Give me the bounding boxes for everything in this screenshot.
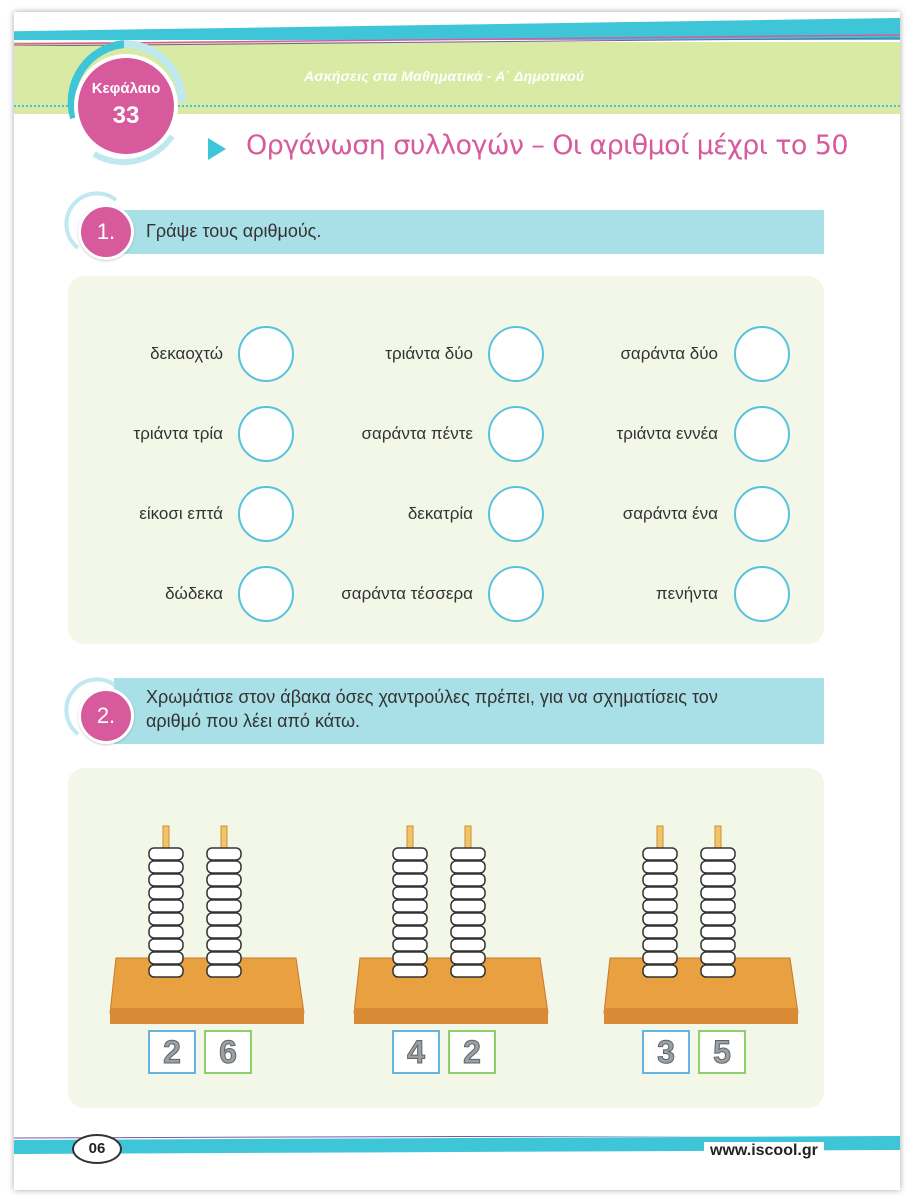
number-word: τριάντα δύο bbox=[385, 344, 473, 363]
abacus-bead[interactable] bbox=[207, 874, 241, 886]
exercise2-panel bbox=[68, 768, 824, 1108]
page-number: 06 bbox=[72, 1134, 122, 1164]
abacus-bead[interactable] bbox=[701, 965, 735, 977]
answer-circle[interactable] bbox=[734, 406, 790, 462]
exercise1-bar bbox=[114, 210, 824, 254]
abacus-bead[interactable] bbox=[643, 952, 677, 964]
exercise1-panel bbox=[68, 276, 824, 644]
page-title: Οργάνωση συλλογών – Οι αριθμοί μέχρι το 50 bbox=[246, 130, 848, 161]
exercise2-instruction-line1: Χρωμάτισε στον άβακα όσες χαντρούλες πρέπει, για να σχηματίσεις τον bbox=[146, 687, 718, 707]
number-word: είκοσι επτά bbox=[139, 504, 223, 523]
abacus-bead[interactable] bbox=[643, 965, 677, 977]
units-digit-box: 5 bbox=[698, 1030, 746, 1074]
abacus-bead[interactable] bbox=[207, 926, 241, 938]
abacus-bead[interactable] bbox=[393, 952, 427, 964]
abacus-bead[interactable] bbox=[207, 965, 241, 977]
abacus-base-front bbox=[604, 1008, 798, 1024]
answer-circle[interactable] bbox=[734, 566, 790, 622]
abacus-bead[interactable] bbox=[393, 965, 427, 977]
exercise1-instruction: Γράψε τους αριθμούς. bbox=[146, 221, 322, 241]
abacus-bead[interactable] bbox=[149, 926, 183, 938]
abacus-base bbox=[354, 958, 548, 1013]
title-arrow-icon bbox=[208, 138, 226, 160]
abacus-bead[interactable] bbox=[451, 887, 485, 899]
number-word: πενήντα bbox=[655, 584, 718, 603]
abacus-bead[interactable] bbox=[643, 887, 677, 899]
abacus-bead[interactable] bbox=[451, 965, 485, 977]
abacus-bead[interactable] bbox=[701, 900, 735, 912]
answer-circle[interactable] bbox=[734, 486, 790, 542]
abacus-bead[interactable] bbox=[701, 952, 735, 964]
abacus-base-front bbox=[354, 1008, 548, 1024]
number-word: δώδεκα bbox=[165, 584, 223, 603]
answer-circle[interactable] bbox=[734, 326, 790, 382]
abacus-bead[interactable] bbox=[207, 952, 241, 964]
abacus-bead[interactable] bbox=[393, 848, 427, 860]
abacus bbox=[600, 808, 800, 1048]
abacus-bead[interactable] bbox=[451, 952, 485, 964]
abacus-bead[interactable] bbox=[643, 848, 677, 860]
exercise2-bar bbox=[114, 678, 824, 744]
abacus-bead[interactable] bbox=[701, 913, 735, 925]
abacus-bead[interactable] bbox=[643, 913, 677, 925]
abacus-bead[interactable] bbox=[393, 926, 427, 938]
abacus-bead[interactable] bbox=[451, 874, 485, 886]
abacus-bead[interactable] bbox=[701, 926, 735, 938]
abacus-bead[interactable] bbox=[643, 874, 677, 886]
abacus-bead[interactable] bbox=[207, 900, 241, 912]
abacus-bead[interactable] bbox=[207, 913, 241, 925]
exercise2-number: 2. bbox=[78, 688, 134, 744]
units-digit-box: 6 bbox=[204, 1030, 252, 1074]
abacus-bead[interactable] bbox=[393, 939, 427, 951]
abacus-bead[interactable] bbox=[393, 861, 427, 873]
abacus-bead[interactable] bbox=[643, 926, 677, 938]
exercise2-instruction-line2: αριθμό που λέει από κάτω. bbox=[146, 711, 361, 731]
abacus-bead[interactable] bbox=[207, 861, 241, 873]
tens-digit-box: 4 bbox=[392, 1030, 440, 1074]
abacus bbox=[106, 808, 306, 1048]
abacus-bead[interactable] bbox=[701, 874, 735, 886]
abacus-bead[interactable] bbox=[149, 874, 183, 886]
abacus-base bbox=[110, 958, 304, 1013]
abacus-bead[interactable] bbox=[451, 861, 485, 873]
abacus-bead[interactable] bbox=[643, 861, 677, 873]
number-word: τριάντα τρία bbox=[133, 424, 223, 443]
abacus-bead[interactable] bbox=[451, 848, 485, 860]
abacus-base bbox=[604, 958, 798, 1013]
number-word: δεκαοχτώ bbox=[150, 344, 223, 363]
units-digit-box: 2 bbox=[448, 1030, 496, 1074]
abacus-bead[interactable] bbox=[393, 874, 427, 886]
book-title: Ασκήσεις στα Μαθηματικά - Α΄ Δημοτικού bbox=[304, 68, 585, 84]
abacus-bead[interactable] bbox=[643, 900, 677, 912]
abacus-bead[interactable] bbox=[149, 913, 183, 925]
number-word: σαράντα πέντε bbox=[361, 424, 473, 443]
abacus bbox=[350, 808, 550, 1048]
tens-digit-box: 2 bbox=[148, 1030, 196, 1074]
number-word: τριάντα εννέα bbox=[616, 424, 718, 443]
abacus-bead[interactable] bbox=[393, 900, 427, 912]
chapter-number: 33 bbox=[112, 102, 140, 129]
number-word: σαράντα ένα bbox=[622, 504, 718, 523]
abacus-bead[interactable] bbox=[149, 939, 183, 951]
abacus-bead[interactable] bbox=[149, 900, 183, 912]
abacus-bead[interactable] bbox=[149, 965, 183, 977]
tens-digit-box: 3 bbox=[642, 1030, 690, 1074]
abacus-bead[interactable] bbox=[701, 861, 735, 873]
abacus-bead[interactable] bbox=[701, 887, 735, 899]
abacus-bead[interactable] bbox=[393, 913, 427, 925]
chapter-badge bbox=[74, 54, 178, 158]
number-word: σαράντα τέσσερα bbox=[341, 584, 473, 603]
abacus-bead[interactable] bbox=[393, 887, 427, 899]
abacus-bead[interactable] bbox=[451, 900, 485, 912]
abacus-bead[interactable] bbox=[149, 848, 183, 860]
abacus-bead[interactable] bbox=[149, 887, 183, 899]
abacus-base-front bbox=[110, 1008, 304, 1024]
number-word: δεκατρία bbox=[407, 504, 473, 523]
abacus-bead[interactable] bbox=[451, 913, 485, 925]
abacus-bead[interactable] bbox=[451, 939, 485, 951]
abacus-bead[interactable] bbox=[149, 861, 183, 873]
chapter-label: Κεφάλαιο bbox=[91, 80, 161, 97]
abacus-bead[interactable] bbox=[149, 952, 183, 964]
abacus-bead[interactable] bbox=[207, 939, 241, 951]
abacus-bead[interactable] bbox=[207, 848, 241, 860]
abacus-bead[interactable] bbox=[451, 926, 485, 938]
abacus-bead[interactable] bbox=[643, 939, 677, 951]
abacus-bead[interactable] bbox=[207, 887, 241, 899]
abacus-bead[interactable] bbox=[701, 939, 735, 951]
website-link[interactable]: www.iscool.gr bbox=[704, 1142, 824, 1160]
number-word: σαράντα δύο bbox=[620, 344, 718, 363]
worksheet-page bbox=[14, 12, 900, 1190]
exercise1-number: 1. bbox=[78, 204, 134, 260]
abacus-bead[interactable] bbox=[701, 848, 735, 860]
